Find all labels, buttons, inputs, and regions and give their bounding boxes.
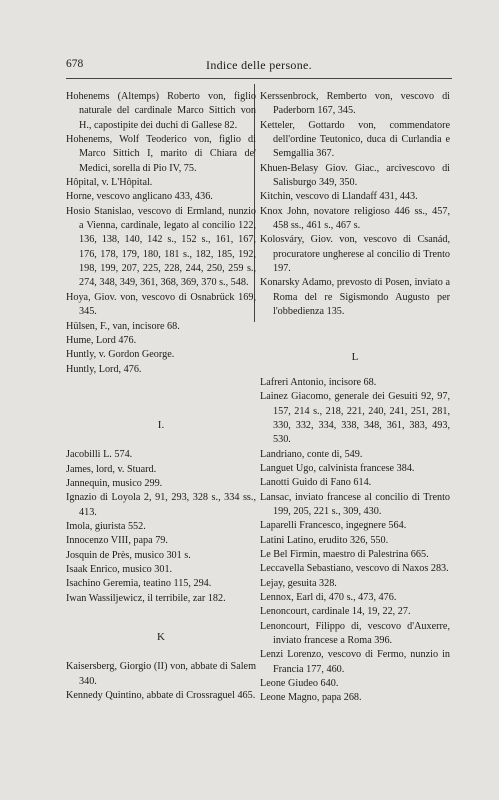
index-entry: Lanotti Guido di Fano 614. [260,477,372,489]
index-entry: Konarsky Adamo, prevosto di Posen, inviato a Roma del re Sigismondo Augusto per l'obbedienza 135. [260,277,450,318]
index-entry: Landriano, conte di, 549. [260,448,363,460]
index-entry: Josquin de Près, musico 301 s. [66,549,191,561]
index-entry: Lenoncourt, Filippo di, vescovo d'Auxerre, inviato francese a Roma 396. [260,620,450,647]
index-entry: Latini Latino, erudito 326, 550. [260,534,389,546]
index-entry: Lenzi Lorenzo, vescovo di Fermo, nunzio in Francia 177, 460. [260,649,450,675]
index-entry: Le Bel Firmin, maestro di Palestrina 665. [260,548,429,560]
index-entry: Hosio Stanislao, vescovo di Ermland, nunzio a Vienna, cardinale, legato al concilio 122, 136, 138, 140, 142 s., 152 s., 161, 167, 176, 178, 179, 180, 181 s., 182, 185, 192, 198, 199, 207, 225, 228, 244, 250, 259 s., 274, 348, 349, 361, 368, 369, 370 s., 548. [66,205,256,289]
index-entry: Leone Giudeo 640. [260,678,339,690]
index-entry: Lafreri Antonio, incisore 68. [260,376,377,388]
index-entry: Ketteler, Gottardo von, commendatore dell'ordine Teutonico, duca di Curlandia e Semgallia 367. [260,119,450,160]
index-entry: Khuen-Belasy Giov. Giac., arcivescovo di Salisburgo 349, 350. [260,162,450,189]
entries-h [66,90,256,377]
index-entry: Lenoncourt, cardinale 14, 19, 22, 27. [260,606,411,618]
index-entry: Isachino Geremia, teatino 115, 294. [66,578,212,590]
running-title: Indice delle persone. [206,58,312,72]
index-entry: Hohenems (Altemps) Roberto von, figlio naturale del cardinale Marco Sittich von H., capostipite dei duchi di Gallese 82. [66,91,256,131]
page-number: 678 [66,58,84,70]
index-entry: Kaisersberg, Giorgio (II) von, abbate di Salem 340. [66,661,256,687]
right-column [260,90,450,706]
entries-i [66,448,256,606]
left-column [66,90,256,703]
index-entry: Kennedy Quintino, abbate di Crossraguel 465. [66,690,256,702]
header-rule [66,78,452,79]
section-heading-i: I. [157,418,165,431]
index-entry: Huntly, v. Gordon George. [66,349,175,361]
index-entry: Kerssenbrock, Remberto von, vescovo di Paderborn 167, 345. [260,91,450,117]
index-entry: Hume, Lord 476. [66,334,137,346]
index-entry: Jacobilli L. 574. [66,449,133,461]
index-entry: Leccavella Sebastiano, vescovo di Naxos 283. [260,563,449,575]
entries-k [66,660,256,703]
index-entry: Jannequin, musico 299. [66,477,163,489]
index-entry: Lennox, Earl di, 470 s., 473, 476. [260,592,397,603]
index-entry: Hoya, Giov. von, vescovo di Osnabrück 169, 345. [66,291,256,318]
index-entry: Languet Ugo, calvinista francese 384. [260,462,415,474]
index-entry: Hohenems, Wolf Teoderico von, figlio di Marco Sittich I, marito di Chiara de' Medici, sorella di Pio IV, 75. [66,134,256,174]
section-heading-l: L [351,350,359,363]
index-entry: Lainez Giacomo, generale dei Gesuiti 92, 97, 157, 214 s., 218, 221, 240, 241, 251, 281, 330, 332, 334, 338, 348, 361, 383, 493, 530. [260,391,450,446]
index-entry: Horne, vescovo anglicano 433, 436. [66,191,213,203]
index-entry: Isaak Enrico, musico 301. [66,563,173,575]
section-heading-k: K [157,631,165,643]
index-entry: Lejay, gesuita 328. [260,577,337,589]
index-entry: Iwan Wassiljewicz, il terribile, zar 182. [66,592,226,604]
index-entry: Imola, giurista 552. [66,520,146,532]
entries-l [260,376,450,706]
index-entry: Kitchin, vescovo di Llandaff 431, 443. [260,191,418,203]
page-header [66,58,452,76]
index-entry: Laparelli Francesco, ingegnere 564. [260,520,407,532]
index-entry: Knox John, novatore religioso 446 ss., 457, 458 ss., 461 s., 467 s. [260,205,450,232]
entries-k-continued [260,90,450,320]
index-entry: James, lord, v. Stuard. [66,463,157,475]
index-entry: Leone Magno, papa 268. [260,692,362,704]
index-entry: Huntly, Lord, 476. [66,363,142,375]
index-entry: Lansac, inviato francese al concilio di Trento 199, 205, 221 s., 309, 430. [260,491,450,517]
index-entry: Kolosváry, Giov. von, vescovo di Csanád, procuratore ungherese al concilio di Trento 197. [260,234,450,275]
index-entry: Innocenzo VIII, papa 79. [66,535,168,547]
index-entry: Hôpital, v. L'Hôpital. [66,177,153,189]
index-entry: Ignazio di Loyola 2, 91, 293, 328 s., 334 ss., 413. [66,492,256,518]
index-entry: Hülsen, F., van, incisore 68. [66,320,180,332]
